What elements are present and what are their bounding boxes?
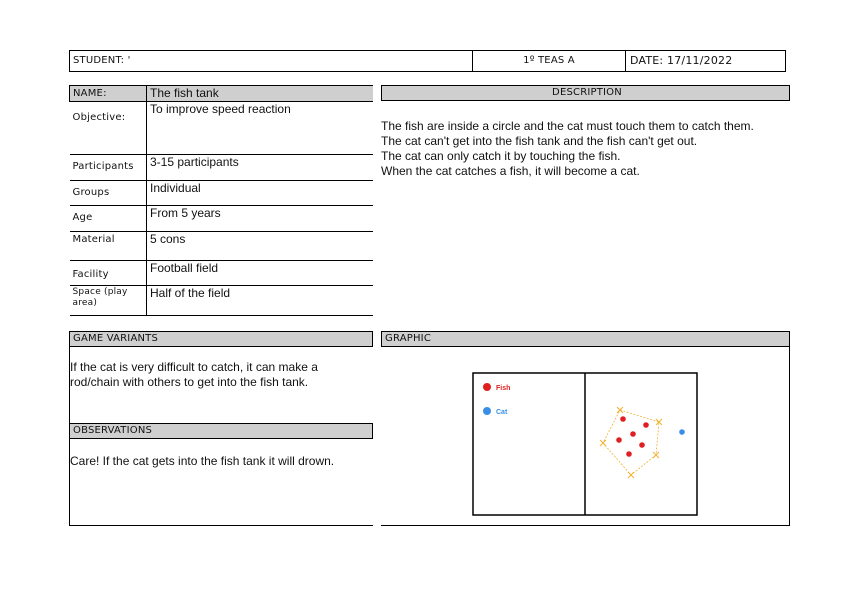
participants-value: 3-15 participants	[147, 155, 374, 181]
legend-cat-label: Cat	[496, 409, 508, 416]
info-row	[70, 232, 374, 261]
class-label: 1º TEAS A	[523, 55, 575, 66]
info-table	[69, 85, 373, 316]
fish-dot	[639, 442, 645, 448]
space-label: Space (play area)	[70, 286, 147, 316]
fish-dot	[626, 451, 632, 457]
objective-value: To improve speed reaction	[147, 102, 374, 155]
objective-label: Objective:	[70, 102, 147, 155]
cone-marker	[628, 472, 634, 478]
info-row	[70, 155, 374, 181]
observations-title: OBSERVATIONS	[69, 423, 373, 439]
cone-marker	[617, 407, 623, 413]
description-text	[381, 119, 841, 179]
fish-tank-boundary	[603, 410, 659, 475]
date-label: DATE: 17/11/2022	[630, 54, 733, 67]
game-diagram	[472, 372, 698, 516]
description-line: The fish are inside a circle and the cat must touch them to catch them.	[381, 119, 754, 133]
info-row	[70, 286, 374, 316]
description-title: DESCRIPTION	[381, 85, 790, 101]
legend-cat-dot	[483, 407, 491, 415]
info-row	[70, 102, 374, 155]
facility-label: Facility	[70, 261, 147, 286]
observations-text: Care! If the cat gets into the fish tank it will drown.	[70, 454, 335, 468]
space-value: Half of the field	[147, 286, 374, 316]
info-row	[70, 261, 374, 286]
variants-line: If the cat is very difficult to catch, it can make a	[70, 360, 318, 374]
fish-group	[616, 416, 649, 457]
fish-dot	[643, 422, 649, 428]
cone-marker	[600, 440, 606, 446]
description-line: The cat can't get into the fish tank and the fish can't get out.	[381, 134, 698, 148]
variants-line: rod/chain with others to get into the fish tank.	[70, 375, 309, 389]
groups-value: Individual	[147, 181, 374, 206]
groups-label: Groups	[70, 181, 147, 206]
cone-markers	[600, 407, 662, 478]
material-value: 5 cons	[147, 232, 374, 261]
legend-fish-dot	[483, 383, 491, 391]
fish-dot	[616, 437, 622, 443]
age-label: Age	[70, 206, 147, 232]
description-line: The cat can only catch it by touching the fish.	[381, 149, 621, 163]
name-value: The fish tank	[147, 86, 374, 102]
info-row	[70, 206, 374, 232]
variants-text	[70, 360, 370, 390]
header-divider	[625, 51, 626, 71]
fish-dot	[620, 416, 626, 422]
legend-fish-label: Fish	[496, 385, 511, 392]
age-value: From 5 years	[147, 206, 374, 232]
description-line: When the cat catches a fish, it will become a cat.	[381, 164, 640, 178]
facility-value: Football field	[147, 261, 374, 286]
material-label: Material	[70, 232, 147, 261]
fish-dot	[630, 431, 636, 437]
variants-title: GAME VARIANTS	[69, 331, 373, 347]
student-label: STUDENT: '	[73, 55, 131, 66]
graphic-title: GRAPHIC	[381, 331, 790, 347]
name-row	[70, 86, 374, 102]
participants-label: Participants	[70, 155, 147, 181]
cat-dot	[679, 429, 685, 435]
info-row	[70, 181, 374, 206]
header-row	[69, 50, 786, 72]
name-label: NAME:	[70, 86, 147, 102]
